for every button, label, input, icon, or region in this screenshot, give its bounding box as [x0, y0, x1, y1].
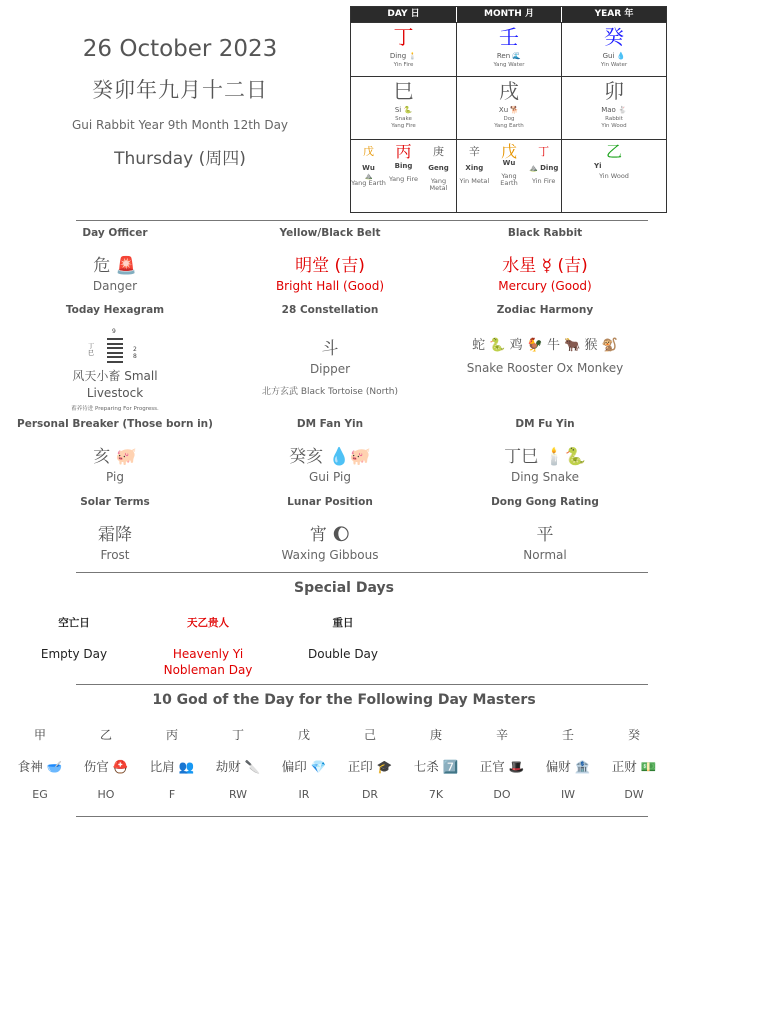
lunar-position: Lunar Position 宵 🌔 Waxing Gibbous — [281, 496, 379, 562]
ten-god-item: 丙 比肩 👥 F — [149, 728, 195, 801]
branch-label: Si 🐍 — [394, 106, 413, 114]
ten-god-item: 庚 七杀 7️⃣ 7K — [413, 728, 459, 801]
stem-char: 丁 — [393, 25, 414, 49]
special-days-title: Special Days — [294, 580, 394, 596]
stem-label: Ren 🌊 — [496, 52, 522, 60]
hidden-stem: 丙 Bing Yang Fire — [389, 142, 418, 183]
branch-cell-year — [562, 77, 666, 139]
branch-animal: Rabbit — [605, 116, 623, 122]
stem-row — [351, 22, 666, 76]
branch-label: Xu 🐕 — [498, 106, 520, 114]
dm-fan-yin: DM Fan Yin 癸亥 💧🐖 Gui Pig — [289, 418, 371, 484]
date-chinese: 癸卯年九月十二日 — [92, 78, 268, 102]
hidden-stem: 戊 Wu Yang Earth — [500, 142, 518, 187]
header-day: DAY 日 — [351, 7, 457, 22]
hidden-cell-year — [562, 140, 666, 212]
date-subtitle: Gui Rabbit Year 9th Month 12th Day — [71, 118, 289, 132]
date-header — [40, 32, 320, 169]
hexagram-note: 蓄养待进 Preparing For Progress. — [71, 406, 159, 412]
divider — [76, 684, 648, 685]
pillar-header-row — [351, 7, 666, 22]
hidden-cell-day — [351, 140, 457, 212]
stem-type: Yang Water — [493, 62, 525, 68]
yellow-black-belt: Yellow/Black Belt 明堂 (吉) Bright Hall (Good) — [275, 227, 385, 293]
header-year: YEAR 年 — [594, 9, 634, 19]
stem-cell-day — [351, 23, 457, 76]
stem-label: Gui 💧 — [602, 52, 626, 60]
mountain-icon: ⛰️ — [364, 172, 373, 180]
hidden-stem: 辛 Xing Yin Metal — [459, 145, 490, 185]
hidden-stem: 丁 ⛰️ Ding Yin Fire — [526, 144, 561, 187]
ten-god-item: 甲 食神 🥣 EG — [17, 728, 63, 801]
hexagram-icon: 9 丁 巳 2 8 — [56, 328, 174, 368]
stem-label: Ding 🕯️ — [389, 52, 418, 60]
branch-type: Yang Fire — [391, 123, 416, 129]
hidden-stem: 戊 Wu ⛰️ Yang Earth — [351, 145, 386, 187]
stem-char: 癸 — [604, 25, 624, 49]
ten-gods-title: 10 God of the Day for the Following Day Masters — [152, 692, 536, 708]
stem-type: Yin Fire — [393, 62, 414, 68]
mountain-icon: ⛰️ Ding — [528, 164, 559, 172]
ten-god-item: 丁 劫财 🔪 RW — [215, 728, 261, 801]
zodiac-harmony: Zodiac Harmony 蛇 🐍 鸡 🐓 牛 🐂 猴 🐒 Snake Rooster Ox Monkey — [466, 304, 624, 375]
personal-breaker: Personal Breaker (Those born in) 亥 🐖 Pig — [17, 418, 213, 484]
branch-type: Yin Wood — [601, 123, 627, 129]
day-officer: Day Officer 危 🚨 Danger — [82, 227, 148, 293]
divider — [76, 572, 648, 573]
ten-god-item: 癸 正财 💵 DW — [611, 728, 657, 801]
branch-label: Mao 🐇 — [601, 106, 627, 114]
branch-char: 卯 — [604, 79, 624, 103]
today-hexagram-title: Today Hexagram — [65, 304, 165, 316]
hidden-cell-month — [457, 140, 562, 212]
stem-type: Yin Water — [600, 62, 628, 68]
branch-char: 戌 — [499, 79, 519, 103]
dong-gong-rating: Dong Gong Rating 平 Normal — [491, 496, 599, 562]
black-rabbit: Black Rabbit 水星 ☿ (吉) Mercury (Good) — [498, 227, 592, 293]
special-day-item: 天乙贵人 Heavenly Yi Nobleman Day — [163, 617, 253, 677]
branch-cell-month — [457, 77, 562, 139]
branch-row — [351, 76, 666, 139]
branch-cell-day — [351, 77, 457, 139]
solar-terms: Solar Terms 霜降 Frost — [80, 496, 150, 562]
hexagram-lines — [107, 338, 123, 365]
hidden-stem: 乙 Yi Yin Wood — [594, 142, 629, 180]
ten-god-item: 戊 偏印 💎 IR — [281, 728, 327, 801]
weekday: Thursday (周四) — [114, 149, 246, 169]
ten-god-item: 壬 偏财 🏦 IW — [545, 728, 591, 801]
pillar-table — [350, 6, 667, 213]
header-month: MONTH 月 — [457, 7, 562, 22]
special-day-item: 空亡日 Empty Day — [40, 617, 108, 661]
branch-animal: Snake — [395, 116, 412, 122]
constellation-28: 28 Constellation 斗 Dipper 北方玄武 Black Tortoise (North) — [261, 304, 399, 397]
stem-char: 壬 — [499, 25, 519, 49]
ten-god-item: 辛 正官 🎩 DO — [479, 728, 525, 801]
branch-animal: Dog — [503, 116, 515, 122]
hexagram-name: 风天小畜 Small Livestock — [72, 369, 158, 400]
hidden-stems-row — [351, 139, 666, 212]
date-title: 26 October 2023 — [82, 36, 278, 62]
today-hexagram — [56, 328, 174, 412]
branch-char: 巳 — [393, 79, 414, 103]
special-day-item: 重日 Double Day — [307, 617, 379, 661]
ten-god-item: 乙 伤官 ⛑️ HO — [83, 728, 129, 801]
stem-cell-year — [562, 23, 666, 76]
dm-fu-yin: DM Fu Yin 丁巳 🕯️🐍 Ding Snake — [504, 418, 586, 484]
ten-god-item: 己 正印 🎓 DR — [347, 728, 393, 801]
divider — [76, 220, 648, 221]
stem-cell-month — [457, 23, 562, 76]
divider — [76, 816, 648, 817]
ten-gods-grid — [7, 726, 667, 801]
hidden-stem: 庚 Geng Yang Metal — [428, 145, 449, 192]
branch-type: Yang Earth — [494, 123, 524, 129]
